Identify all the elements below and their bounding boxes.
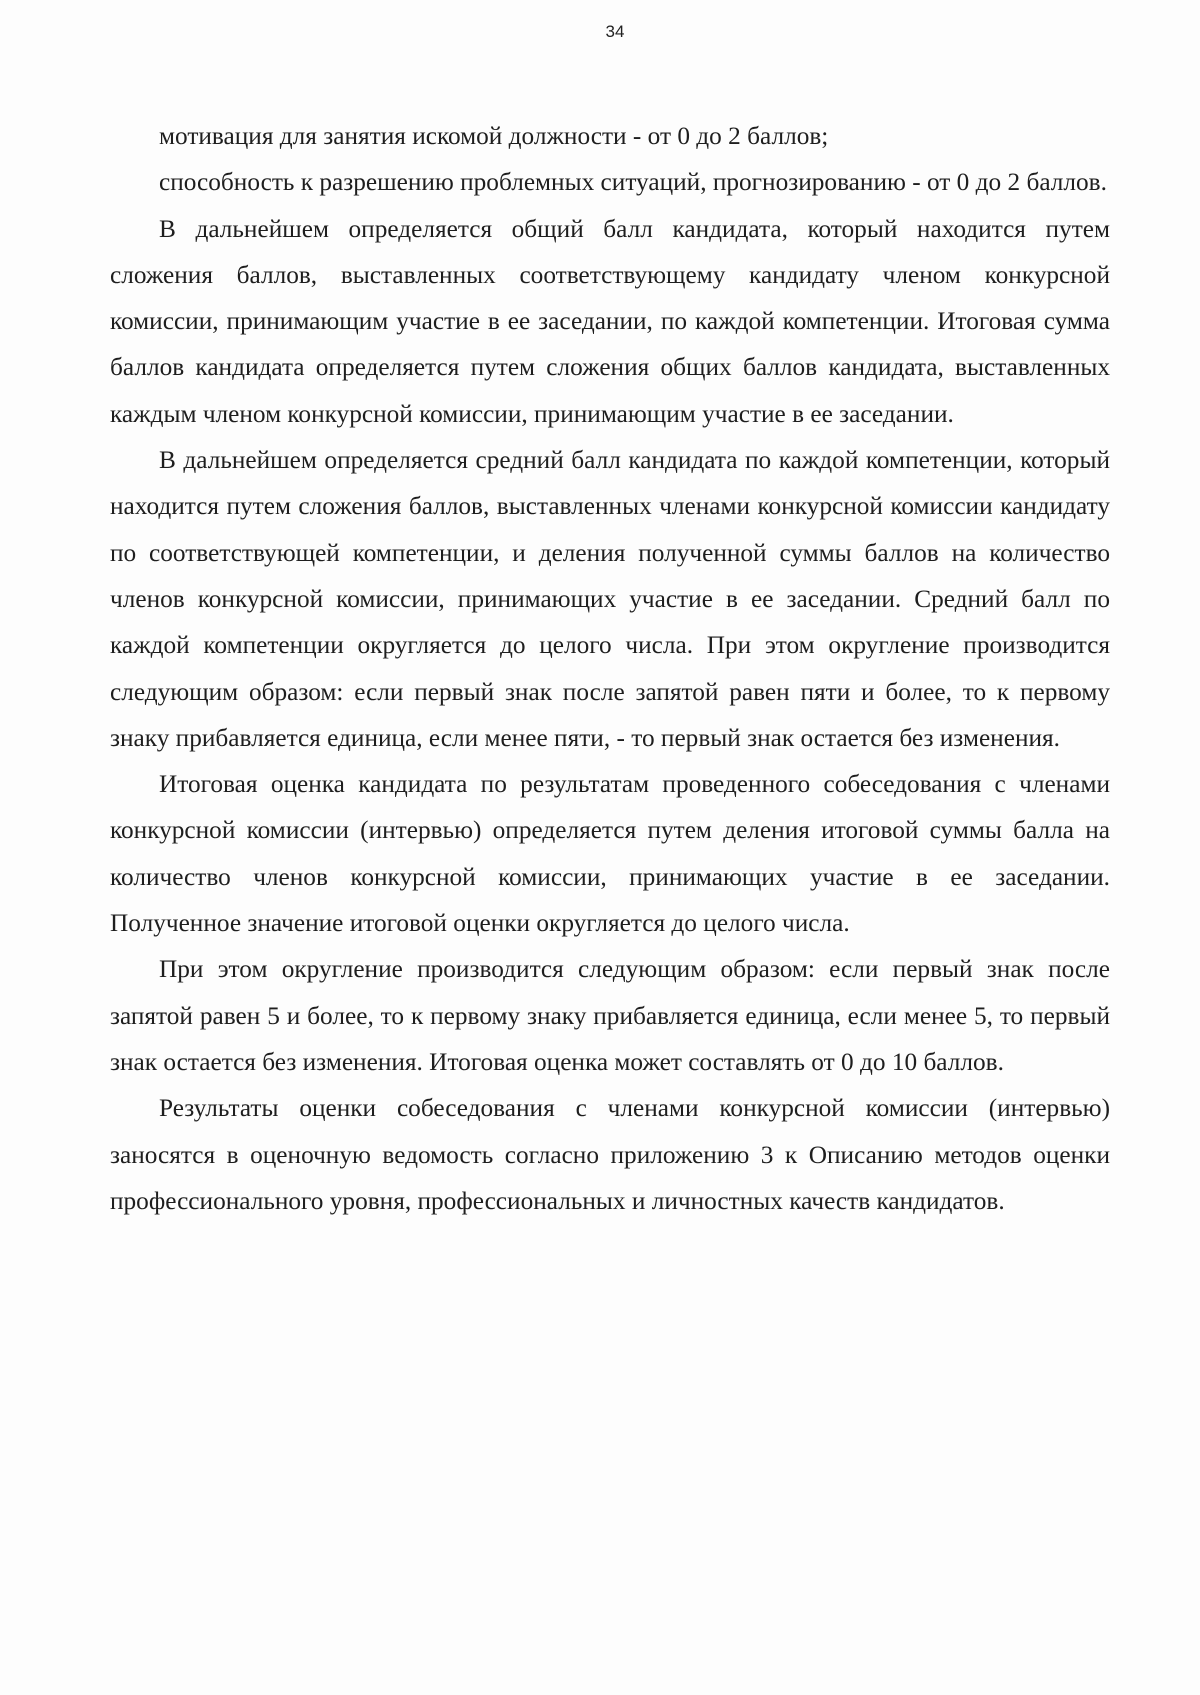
paragraph-final-assessment: Итоговая оценка кандидата по результатам проведенного собеседования с членами конкурсной комиссии (интервью) определяется путем деления итоговой суммы балла на количество членов конкурсной комиссии, принимающих участие в ее заседании. Полученное значение итоговой оценки округляется до целого числа.: [110, 770, 1110, 938]
document-body: [110, 113, 1110, 1224]
paragraph-results-record: Результаты оценки собеседования с членами конкурсной комиссии (интервью) заносятся в оценочную ведомость согласно приложению 3 к Описанию методов оценки профессионального уровня, профессиональных и личностных качеств кандидатов.: [110, 1094, 1110, 1215]
paragraph-rounding-rule: При этом округление производится следующим образом: если первый знак после запятой равен 5 и более, то к первому знаку прибавляется единица, если менее 5, то первый знак остается без изменения. Итоговая оценка может составлять от 0 до 10 баллов.: [110, 955, 1110, 1076]
paragraph-motivation: мотивация для занятия искомой должности - от 0 до 2 баллов;: [159, 122, 829, 150]
paragraph-average-score: В дальнейшем определяется средний балл кандидата по каждой компетенции, который находится путем сложения баллов, выставленных членами конкурсной комиссии кандидату по соответствующей компетенции, и деления полученной суммы баллов на количество членов конкурсной комиссии, принимающих участие в ее заседании. Средний балл по каждой компетенции округляется до целого числа. При этом округление производится следующим образом: если первый знак после запятой равен пяти и более, то к первому знаку прибавляется единица, если менее пяти, - то первый знак остается без изменения.: [110, 446, 1110, 752]
paragraph-problem-solving: способность к разрешению проблемных ситуаций, прогнозированию - от 0 до 2 баллов.: [159, 168, 1107, 197]
page-number: 34: [605, 22, 625, 41]
paragraph-total-score: В дальнейшем определяется общий балл кандидата, который находится путем сложения баллов, выставленных соответствующему кандидату членом конкурсной комиссии, принимающим участие в ее заседании, по каждой компетенции. Итоговая сумма баллов кандидата определяется путем сложения общих баллов кандидата, выставленных каждым членом конкурсной комиссии, принимающим участие в ее заседании.: [110, 214, 1110, 428]
